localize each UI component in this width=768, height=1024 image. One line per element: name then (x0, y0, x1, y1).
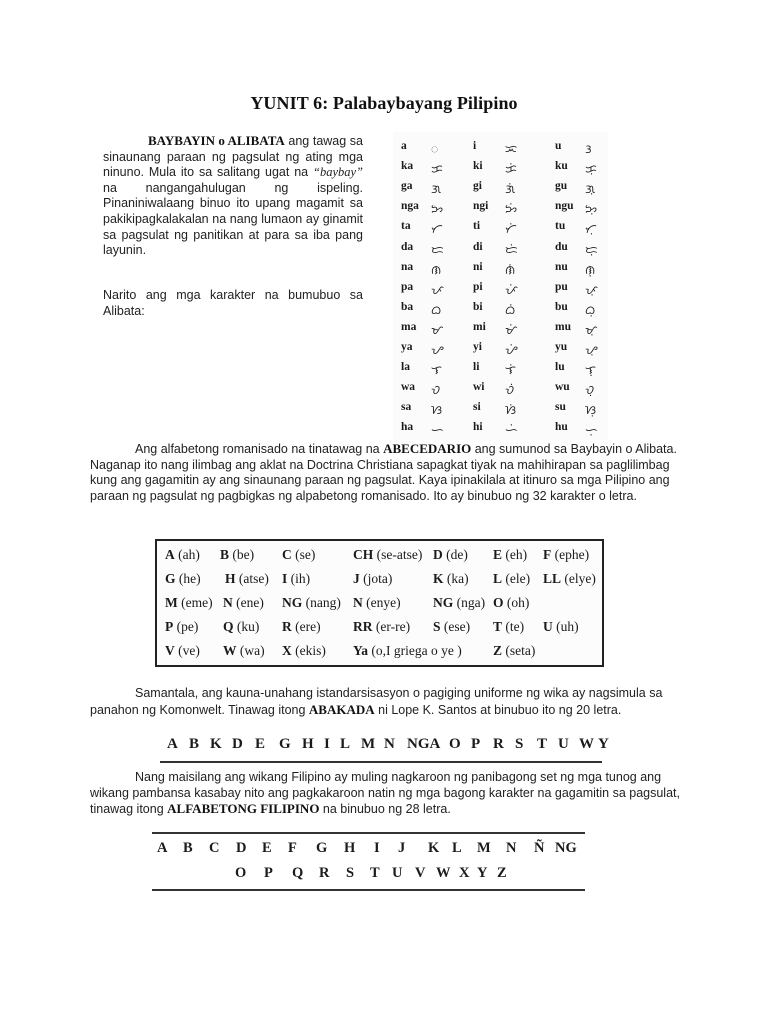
abecedario-letter: N (353, 595, 363, 610)
abecedario-pronunciation: (elye) (561, 571, 596, 586)
abakada-letter: I (324, 736, 330, 752)
baybayin-glyph: ᜂ (585, 142, 592, 156)
baybayin-glyph: ᜆᜓ (585, 222, 597, 237)
baybayin-row (393, 321, 608, 341)
syllable-label: du (555, 240, 568, 253)
abecedario-table (155, 539, 604, 667)
abecedario-letter: A (165, 547, 175, 562)
baybayin-glyph: ᜆ (431, 222, 443, 237)
baybayin-row (393, 261, 608, 281)
filipino-letter: S (346, 865, 355, 881)
abecedario-letter: G (165, 571, 176, 586)
filipino-letter: R (319, 865, 330, 881)
abecedario-entry (433, 571, 469, 587)
abecedario-pronunciation: (nang) (302, 595, 341, 610)
baybayin-row (393, 381, 608, 401)
intro-paragraph (103, 133, 363, 259)
baybayin-glyph: ᜅᜒ (505, 202, 518, 217)
abakada-letter: U (558, 736, 569, 752)
abakada-letter: W (579, 736, 594, 752)
filipino-letter: D (236, 840, 247, 856)
abecedario-pronunciation: (se) (291, 547, 316, 562)
syllable-label: ba (401, 300, 414, 313)
abecedario-entry (433, 619, 470, 635)
abecedario-letter: L (493, 571, 503, 586)
baybayin-glyph: ᜐᜒ (505, 403, 517, 418)
abakada-letter: A (167, 736, 178, 752)
abecedario-pronunciation: (seta) (502, 643, 536, 658)
abecedario-pronunciation: (ephe) (551, 547, 590, 562)
baybayin-glyph: ᜑᜒ (505, 423, 518, 438)
filipino-letter: X (459, 865, 470, 881)
abecedario-row (165, 619, 605, 641)
abecedario-pronunciation: (de) (442, 547, 468, 562)
abecedario-pronunciation: (eh) (502, 547, 528, 562)
baybayin-glyph: ᜌᜒ (505, 343, 518, 357)
syllable-label: hi (473, 421, 483, 434)
abecedario-entry (353, 619, 410, 635)
baybayin-glyph: ᜉᜒ (505, 282, 518, 297)
abecedario-entry (220, 547, 254, 563)
filipino-letter: A (157, 840, 168, 856)
filipino-letter: Y (477, 865, 488, 881)
baybayin-row (393, 180, 608, 200)
intro-text-2: na nangangahulugan ng ispeling. Pinaniniwalaang binuo ito upang magamit sa pakikipagkalakalan na nang lumaon ay ginamit sa pagsulat ng panitikan at para sa iba pang layunin. (103, 180, 363, 258)
abecedario-pronunciation: (ere) (291, 619, 321, 634)
abecedario-letter: P (165, 619, 174, 634)
abecedario-letter: U (543, 619, 553, 634)
abecedario-letter: RR (353, 619, 373, 634)
syllable-label: nu (555, 260, 568, 273)
abecedario-letter: T (493, 619, 503, 634)
abecedario-letter: NG (282, 595, 303, 610)
abecedario-pronunciation: (be) (229, 547, 255, 562)
baybayin-glyph: ᜎᜒ (505, 363, 516, 378)
abecedario-pronunciation: (atse) (235, 571, 269, 586)
abecedario-pronunciation: (er-re) (372, 619, 411, 634)
baybayin-glyph: ᜄ (431, 182, 442, 197)
syllable-label: ta (401, 220, 411, 233)
syllable-label: ti (473, 220, 481, 233)
intro-bold-term: BAYBAYIN o ALIBATA (148, 133, 285, 148)
baybayin-glyph: ᜇᜒ (505, 242, 518, 257)
abakada-bold-term: ABAKADA (308, 701, 375, 717)
syllable-label: gi (473, 180, 482, 193)
abecedario-letter: B (220, 547, 230, 562)
abakada-text-1: Samantala, ang kauna-unahang istandarsisasyon o pagiging uniforme ng wika ay nagsimula sa panahon ng Komonwelt. Tinawag itong (90, 686, 663, 717)
baybayin-glyph: ᜅᜓ (585, 202, 598, 217)
abakada-letter: E (255, 736, 266, 752)
abecedario-pronunciation: (se-atse) (373, 547, 423, 562)
intro-italic-term: “baybay” (313, 165, 363, 180)
abakada-letter: O (449, 736, 461, 752)
syllable-label: pi (473, 280, 483, 293)
abakada-letter: N (384, 736, 395, 752)
abecedario-entry (165, 643, 200, 659)
abakada-letter: NGA (407, 736, 441, 752)
abakada-letter: T (537, 736, 548, 752)
syllable-label: sa (401, 401, 412, 414)
baybayin-glyph: ᜄᜓ (585, 182, 596, 197)
abecedario-pronunciation: (jota) (359, 571, 393, 586)
syllable-label: ni (473, 260, 483, 273)
abakada-letter: Y (598, 736, 609, 752)
syllable-label: na (401, 260, 414, 273)
abecedario-entry (225, 571, 269, 587)
syllable-label: ngi (473, 200, 489, 213)
syllable-label: ka (401, 160, 414, 173)
baybayin-row (393, 281, 608, 301)
abakada-letter: K (210, 736, 222, 752)
abecedario-entry (165, 547, 200, 563)
filipino-letter: C (209, 840, 220, 856)
abecedario-pronunciation: (pe) (173, 619, 199, 634)
abakada-paragraph (90, 686, 690, 718)
abecedario-entry (493, 571, 530, 587)
syllable-label: wi (473, 381, 485, 394)
abecedario-letter: M (165, 595, 178, 610)
abecedario-entry (282, 619, 321, 635)
filipino-text-2: na binubuo ng 28 letra. (319, 802, 451, 817)
syllable-label: da (401, 240, 414, 253)
baybayin-glyph: ᜆᜒ (505, 222, 517, 237)
abecedario-entry (493, 595, 529, 611)
syllable-label: pa (401, 280, 414, 293)
abecedario-pronunciation: (enye) (362, 595, 401, 610)
filipino-letter: P (264, 865, 273, 881)
syllable-label: ki (473, 160, 483, 173)
baybayin-glyph: ᜎᜓ (585, 363, 596, 378)
abecedario-entry (353, 595, 401, 611)
abecedario-pronunciation: (ka) (443, 571, 469, 586)
baybayin-glyph: ᜐ (431, 403, 443, 418)
abecedario-letter: V (165, 643, 175, 658)
abakada-letter: H (302, 736, 314, 752)
baybayin-glyph: ᜑᜓ (585, 423, 598, 438)
abecedario-entry (223, 643, 265, 659)
abecedario-letter: D (433, 547, 443, 562)
syllable-label: di (473, 240, 483, 253)
abakada-letter: R (493, 736, 504, 752)
abecedario-pronunciation: (ese) (440, 619, 471, 634)
filipino-letter: T (370, 865, 380, 881)
abecedario-entry (493, 643, 535, 659)
filipino-letter: F (288, 840, 297, 856)
syllable-label: ga (401, 180, 413, 193)
baybayin-glyph: ᜏ (431, 383, 441, 398)
abecedario-entry (353, 571, 392, 587)
filipino-letter: V (415, 865, 426, 881)
syllable-label: ngu (555, 200, 574, 213)
syllable-label: u (555, 140, 562, 152)
baybayin-glyph: ᜁ (505, 142, 518, 156)
baybayin-row (393, 160, 608, 180)
syllable-label: li (473, 361, 480, 374)
baybayin-row (393, 421, 608, 441)
abecedario-letter: Z (493, 643, 503, 658)
abecedario-entry (543, 547, 589, 563)
abecedario-row (165, 643, 605, 665)
filipino-letter: L (452, 840, 462, 856)
abecedario-letter: E (493, 547, 503, 562)
filipino-bold-term: ALFABETONG FILIPINO (167, 801, 320, 817)
abecedario-entry (543, 619, 579, 635)
baybayin-glyph: ᜋᜓ (585, 322, 598, 337)
baybayin-glyph: ᜈᜓ (585, 262, 596, 277)
page-title: YUNIT 6: Palabaybayang Pilipino (250, 93, 518, 113)
baybayin-glyph: ᜊ (431, 302, 442, 317)
syllable-label: mu (555, 320, 571, 333)
filipino-letter: Z (497, 865, 507, 881)
baybayin-glyph: ᜋᜒ (505, 322, 518, 337)
abecedario-entry (493, 547, 527, 563)
syllable-label: yi (473, 341, 482, 353)
baybayin-glyph: ᜇ (431, 242, 444, 257)
abecedario-letter: X (282, 643, 292, 658)
abecedario-pronunciation: (te) (502, 619, 525, 634)
filipino-letter: U (392, 865, 403, 881)
filipino-letter: B (183, 840, 193, 856)
abecedario-row (165, 571, 605, 593)
abecedario-pronunciation: (oh) (503, 595, 530, 610)
abecedario-entry (282, 643, 326, 659)
abakada-letter: B (189, 736, 200, 752)
abecedario-pronunciation: (uh) (552, 619, 579, 634)
syllable-label: a (401, 140, 407, 152)
baybayin-glyph: ᜃᜒ (505, 162, 517, 177)
filipino-text-1: Nang maisilang ang wikang Filipino ay muling nagkaroon ng panibagong set ng mga tunog ang wikang pambansa kasabay nito ang pagkakaroon natin ng mga bagong karakter na gagamitin sa pagsulat, tinawag itong (90, 770, 680, 817)
syllable-label: lu (555, 361, 565, 374)
abecedario-row (165, 595, 605, 617)
abecedario-entry (543, 571, 596, 587)
abecedario-bold-term: ABECEDARIO (383, 441, 472, 456)
baybayin-row (393, 301, 608, 321)
intro-text-1: ang tawag sa sinaunang paraan ng pagsulat ng ating mga ninuno. Mula ito sa salitang ugat na (103, 134, 363, 180)
abakada-letter: M (361, 736, 376, 752)
filipino-letter: N (506, 840, 517, 856)
baybayin-glyph: ᜊᜓ (585, 302, 596, 317)
abecedario-letter: Q (223, 619, 234, 634)
baybayin-glyph: ᜉ (431, 282, 444, 297)
filipino-letter: K (428, 840, 440, 856)
abecedario-entry (353, 643, 462, 659)
abecedario-entry (353, 547, 422, 563)
baybayin-glyph: ᜈ (431, 262, 442, 277)
abecedario-letter: I (282, 571, 288, 586)
abecedario-pronunciation: (ah) (174, 547, 200, 562)
abakada-text-2: ni Lope K. Santos at binubuo ito ng 20 letra. (374, 702, 622, 717)
baybayin-glyph: ᜀ (431, 141, 439, 155)
abecedario-letter: F (543, 547, 552, 562)
baybayin-row (393, 401, 608, 421)
abecedario-pronunciation: (ekis) (291, 643, 326, 658)
baybayin-glyph: ᜏᜓ (585, 383, 595, 398)
abecedario-entry (223, 619, 259, 635)
baybayin-row (393, 140, 608, 160)
baybayin-glyph: ᜑ (431, 423, 444, 438)
syllable-label: ha (401, 421, 414, 434)
baybayin-glyph: ᜈᜒ (505, 262, 516, 277)
abecedario-entry (165, 619, 198, 635)
baybayin-glyph: ᜏᜒ (505, 383, 515, 398)
syllable-label: ya (401, 341, 413, 353)
abecedario-letter: W (223, 643, 237, 658)
filipino-letter: E (262, 840, 272, 856)
abecedario-entry (433, 595, 485, 611)
syllable-label: mi (473, 320, 486, 333)
syllable-label: bi (473, 300, 483, 313)
syllable-label: ku (555, 160, 568, 173)
abecedario-letter: C (282, 547, 292, 562)
abecedario-letter: CH (353, 547, 374, 562)
baybayin-row (393, 341, 608, 361)
filipino-letter: W (436, 865, 451, 881)
abakada-letter: P (471, 736, 481, 752)
abecedario-entry (433, 547, 468, 563)
abecedario-letter: Ya (353, 643, 369, 658)
baybayin-row (393, 241, 608, 261)
baybayin-row (393, 220, 608, 240)
abecedario-pronunciation: (nga) (453, 595, 486, 610)
abecedario-row (165, 547, 605, 569)
baybayin-glyph: ᜇᜓ (585, 242, 598, 257)
abecedario-letter: K (433, 571, 444, 586)
abecedario-pronunciation: (he) (175, 571, 201, 586)
filipino-letter: NG (555, 840, 577, 856)
abecedario-entry (282, 595, 341, 611)
filipino-alphabet (152, 838, 592, 888)
syllable-label: si (473, 401, 481, 414)
baybayin-glyph: ᜎ (431, 363, 442, 378)
intro-second-paragraph: Narito ang mga karakter na bumubuo sa Alibata: (103, 288, 363, 318)
abecedario-pronunciation: (ku) (233, 619, 260, 634)
baybayin-table (393, 132, 608, 440)
syllable-label: wu (555, 381, 570, 394)
filipino-bottom-line (152, 889, 585, 891)
syllable-label: nga (401, 200, 419, 213)
filipino-paragraph (90, 770, 690, 818)
baybayin-glyph: ᜐᜓ (585, 403, 597, 418)
baybayin-glyph: ᜌᜓ (585, 343, 598, 357)
syllable-label: i (473, 140, 477, 152)
baybayin-glyph: ᜅ (431, 202, 444, 217)
abecedario-pronunciation: (eme) (177, 595, 213, 610)
abakada-letter: D (232, 736, 243, 752)
syllable-label: su (555, 401, 566, 414)
abecedario-letter: N (223, 595, 233, 610)
abecedario-letter: S (433, 619, 441, 634)
abecedario-entry (223, 595, 264, 611)
abecedario-pronunciation: (ele) (502, 571, 531, 586)
abecedario-pronunciation: (wa) (236, 643, 265, 658)
abakada-letter-row (167, 736, 609, 758)
abakada-letter: G (279, 736, 291, 752)
abecedario-letter: O (493, 595, 504, 610)
baybayin-glyph: ᜌ (431, 343, 444, 357)
abakada-letter: S (515, 736, 524, 752)
filipino-letter: Q (292, 865, 304, 881)
syllable-label: pu (555, 280, 568, 293)
baybayin-glyph: ᜋ (431, 322, 444, 337)
filipino-letter: G (316, 840, 328, 856)
baybayin-row (393, 200, 608, 220)
abecedario-pronunciation: (ve) (174, 643, 200, 658)
abakada-letter: L (340, 736, 351, 752)
abecedario-pronunciation: (ene) (232, 595, 264, 610)
abecedario-paragraph (90, 441, 690, 504)
filipino-letter: H (344, 840, 356, 856)
baybayin-glyph: ᜄᜒ (505, 182, 516, 197)
baybayin-row (393, 361, 608, 381)
baybayin-glyph: ᜉᜓ (585, 282, 598, 297)
syllable-label: hu (555, 421, 568, 434)
syllable-label: yu (555, 341, 568, 353)
filipino-letter: I (374, 840, 380, 856)
syllable-label: gu (555, 180, 568, 193)
filipino-letter: O (235, 865, 247, 881)
syllable-label: bu (555, 300, 568, 313)
baybayin-glyph: ᜃ (431, 162, 443, 177)
syllable-label: wa (401, 381, 416, 394)
abecedario-pronunciation: (ih) (287, 571, 311, 586)
abecedario-entry (493, 619, 524, 635)
abecedario-letter: H (225, 571, 236, 586)
syllable-label: ma (401, 320, 417, 333)
abecedario-pronunciation: (o,I griega o ye ) (368, 643, 462, 658)
abecedario-text-2: ang sumunod sa Baybayin o Alibata. Naganap ito nang ilimbag ang aklat na Doctrina Christiana sapagkat tiyak na mahihirapan sa paglilimbag kung ang gagamitin ay ang sinaunang paraan ng pagsulat. Kaya ipinakilala at itinuro sa mga Pilipino ang paraan ng pagsulat ng pagbigkas ng alpabetong romanisado. Ito ay binubuo ng 32 karakter o letra. (90, 442, 677, 503)
abecedario-letter: J (353, 571, 360, 586)
abakada-underline (160, 761, 602, 763)
baybayin-glyph: ᜊᜒ (505, 302, 516, 317)
abecedario-entry (165, 595, 213, 611)
abecedario-letter: R (282, 619, 292, 634)
abecedario-letter: NG (433, 595, 454, 610)
filipino-top-line (152, 832, 585, 834)
syllable-label: tu (555, 220, 566, 233)
abecedario-entry (282, 571, 310, 587)
abecedario-entry (165, 571, 201, 587)
filipino-letter: M (477, 840, 491, 856)
baybayin-glyph: ᜃᜓ (585, 162, 597, 177)
filipino-letter: J (398, 840, 406, 856)
syllable-label: la (401, 361, 410, 374)
abecedario-letter: LL (543, 571, 562, 586)
abecedario-entry (282, 547, 315, 563)
abecedario-text-1: Ang alfabetong romanisado na tinatawag na (135, 442, 384, 456)
filipino-letter: Ñ (534, 840, 545, 856)
